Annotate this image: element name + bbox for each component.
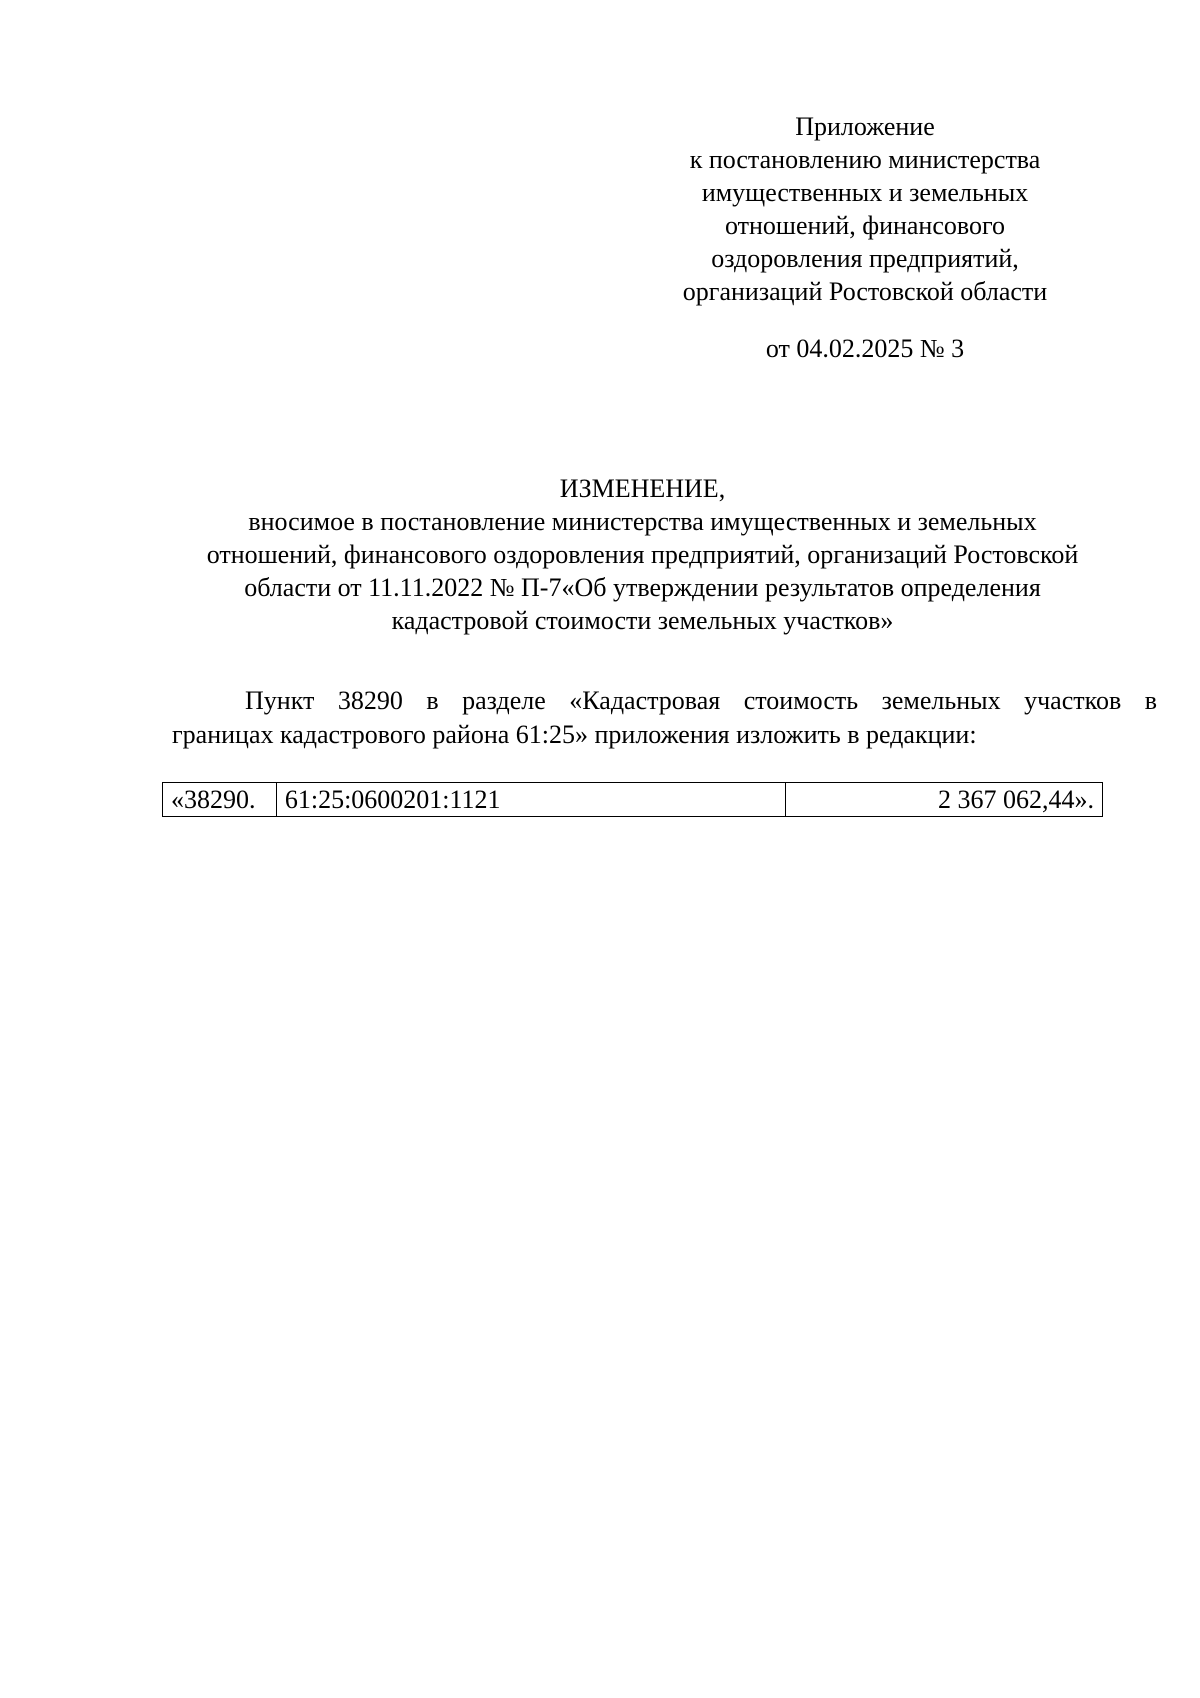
appendix-line-2: к постановлению министерства [689, 145, 1041, 174]
document-title [150, 472, 1135, 637]
title-line-1: вносимое в постановление министерства имущественных и земельных [248, 507, 1037, 536]
appendix-line-4: отношений, финансового [724, 211, 1006, 240]
body-line-1: Пункт 38290 в разделе «Кадастровая стоимость земельных участков в [245, 686, 1157, 715]
body-paragraph [172, 684, 1157, 752]
body-line-2: границах кадастрового района 61:25» приложения изложить в редакции: [172, 720, 977, 749]
title-line-4: кадастровой стоимости земельных участков» [391, 606, 894, 635]
cadastral-number-cell: 61:25:0600201:1121 [276, 783, 785, 817]
row-number-cell: «38290. [163, 783, 277, 817]
appendix-line-5: оздоровления предприятий, [711, 244, 1019, 273]
appendix-line-6: организаций Ростовской области [682, 277, 1048, 306]
appendix-line-3: имущественных и земельных [701, 178, 1029, 207]
amendment-table [162, 782, 1103, 817]
table-row [163, 783, 1103, 817]
cadastral-value-cell: 2 367 062,44». [785, 783, 1102, 817]
appendix-header [630, 110, 1100, 365]
title-heading: ИЗМЕНЕНИЕ, [559, 474, 726, 503]
title-line-3: области от 11.11.2022 № П-7«Об утверждении результатов определения [244, 573, 1041, 602]
appendix-line-1: Приложение [795, 112, 935, 141]
appendix-date-number: от 04.02.2025 № 3 [765, 334, 965, 363]
title-line-2: отношений, финансового оздоровления предприятий, организаций Ростовской [206, 540, 1079, 569]
